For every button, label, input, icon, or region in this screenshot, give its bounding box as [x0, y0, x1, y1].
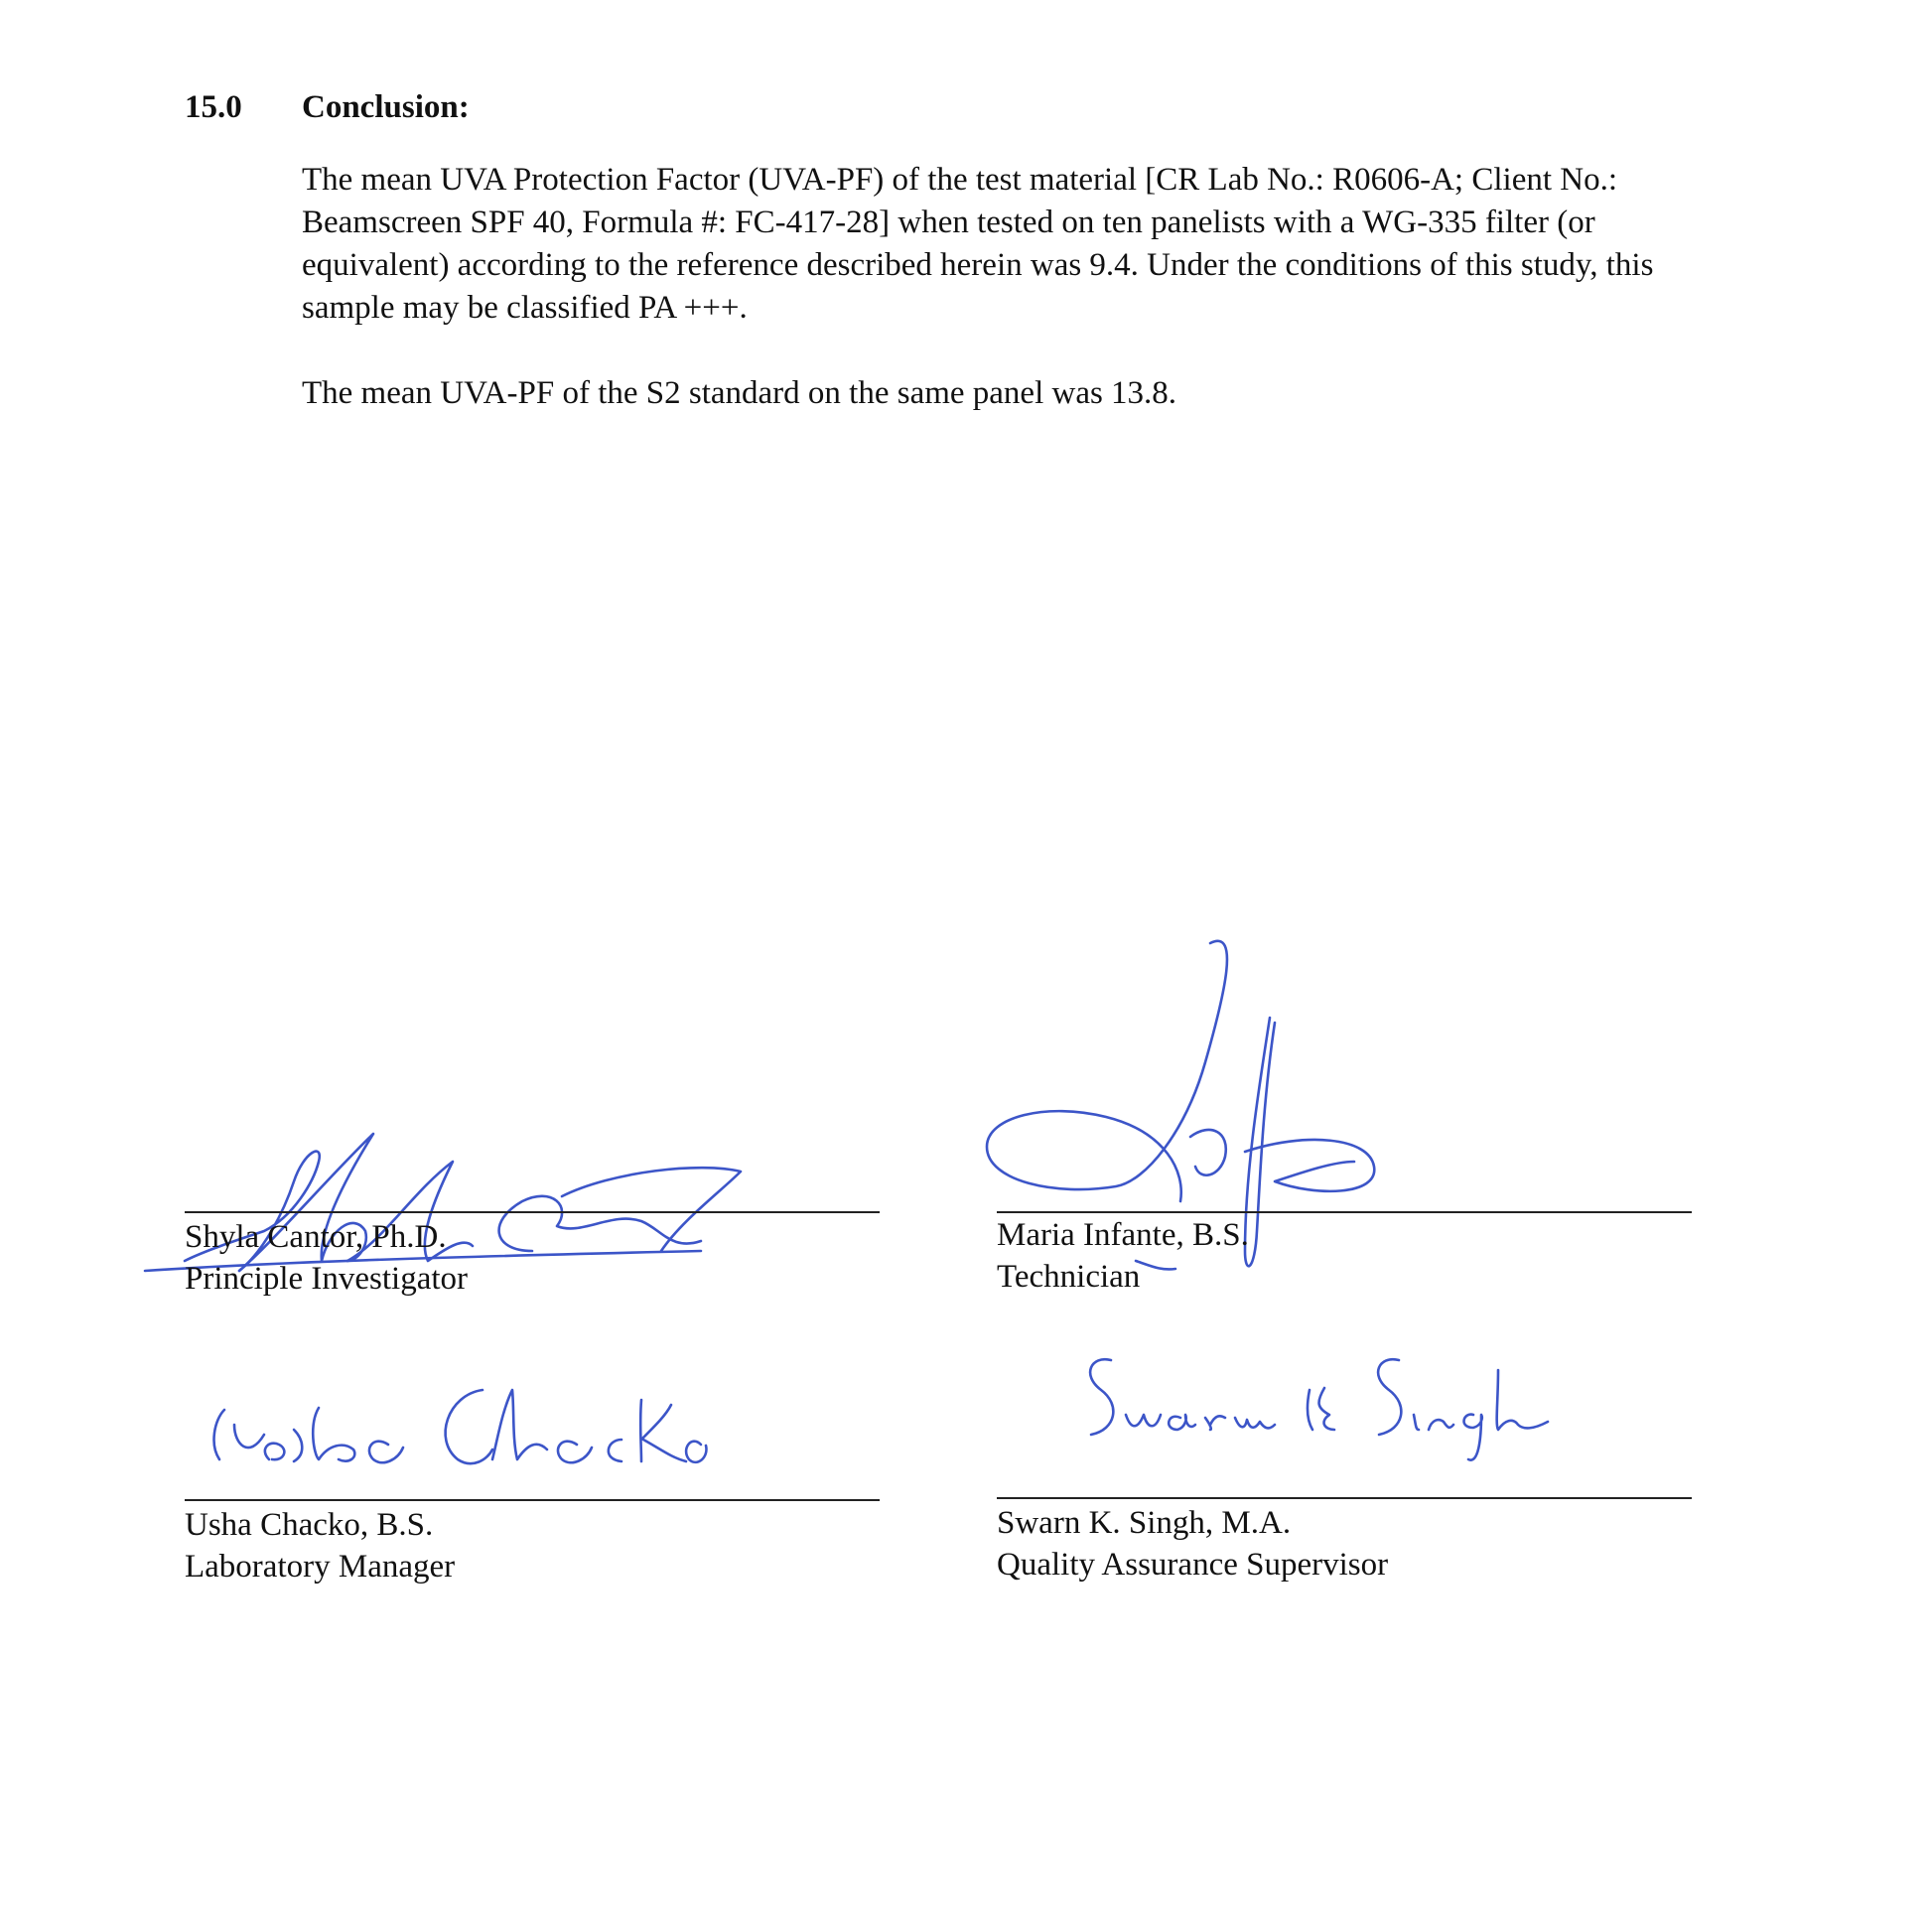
signature-block-lab-manager — [185, 1440, 880, 1698]
signature-line — [997, 1211, 1692, 1213]
section-title: Conclusion: — [302, 89, 470, 125]
signature-line — [185, 1499, 880, 1501]
conclusion-paragraph: The mean UVA Protection Factor (UVA-PF) of the test material [CR Lab No.: R0606-A; Client No.: Beamscreen SPF 40, Formula #: FC-417-28] when tested on ten panelists with a WG-335 filter (or equivalent) according to the reference described herein was 9.4. Under the conditions of this study, this sample may be classified PA +++. — [302, 162, 1654, 326]
signature-block-qa-supervisor — [997, 1440, 1692, 1698]
signature-image — [195, 1350, 711, 1469]
signer-name: Shyla Cantor, Ph.D. — [185, 1219, 447, 1255]
signer-name: Maria Infante, B.S. — [997, 1217, 1249, 1253]
signer-title: Quality Assurance Supervisor — [997, 1547, 1389, 1583]
signature-line — [185, 1211, 880, 1213]
signer-name: Swarn K. Singh, M.A. — [997, 1505, 1292, 1541]
signer-title: Principle Investigator — [185, 1261, 469, 1297]
section-number: 15.0 — [185, 89, 242, 125]
signer-title: Laboratory Manager — [185, 1549, 456, 1585]
signer-title: Technician — [997, 1259, 1141, 1295]
signature-line — [997, 1497, 1692, 1499]
signature-image — [1056, 1330, 1573, 1469]
signer-name: Usha Chacko, B.S. — [185, 1507, 434, 1543]
standard-paragraph: The mean UVA-PF of the S2 standard on the same panel was 13.8. — [302, 375, 1177, 411]
